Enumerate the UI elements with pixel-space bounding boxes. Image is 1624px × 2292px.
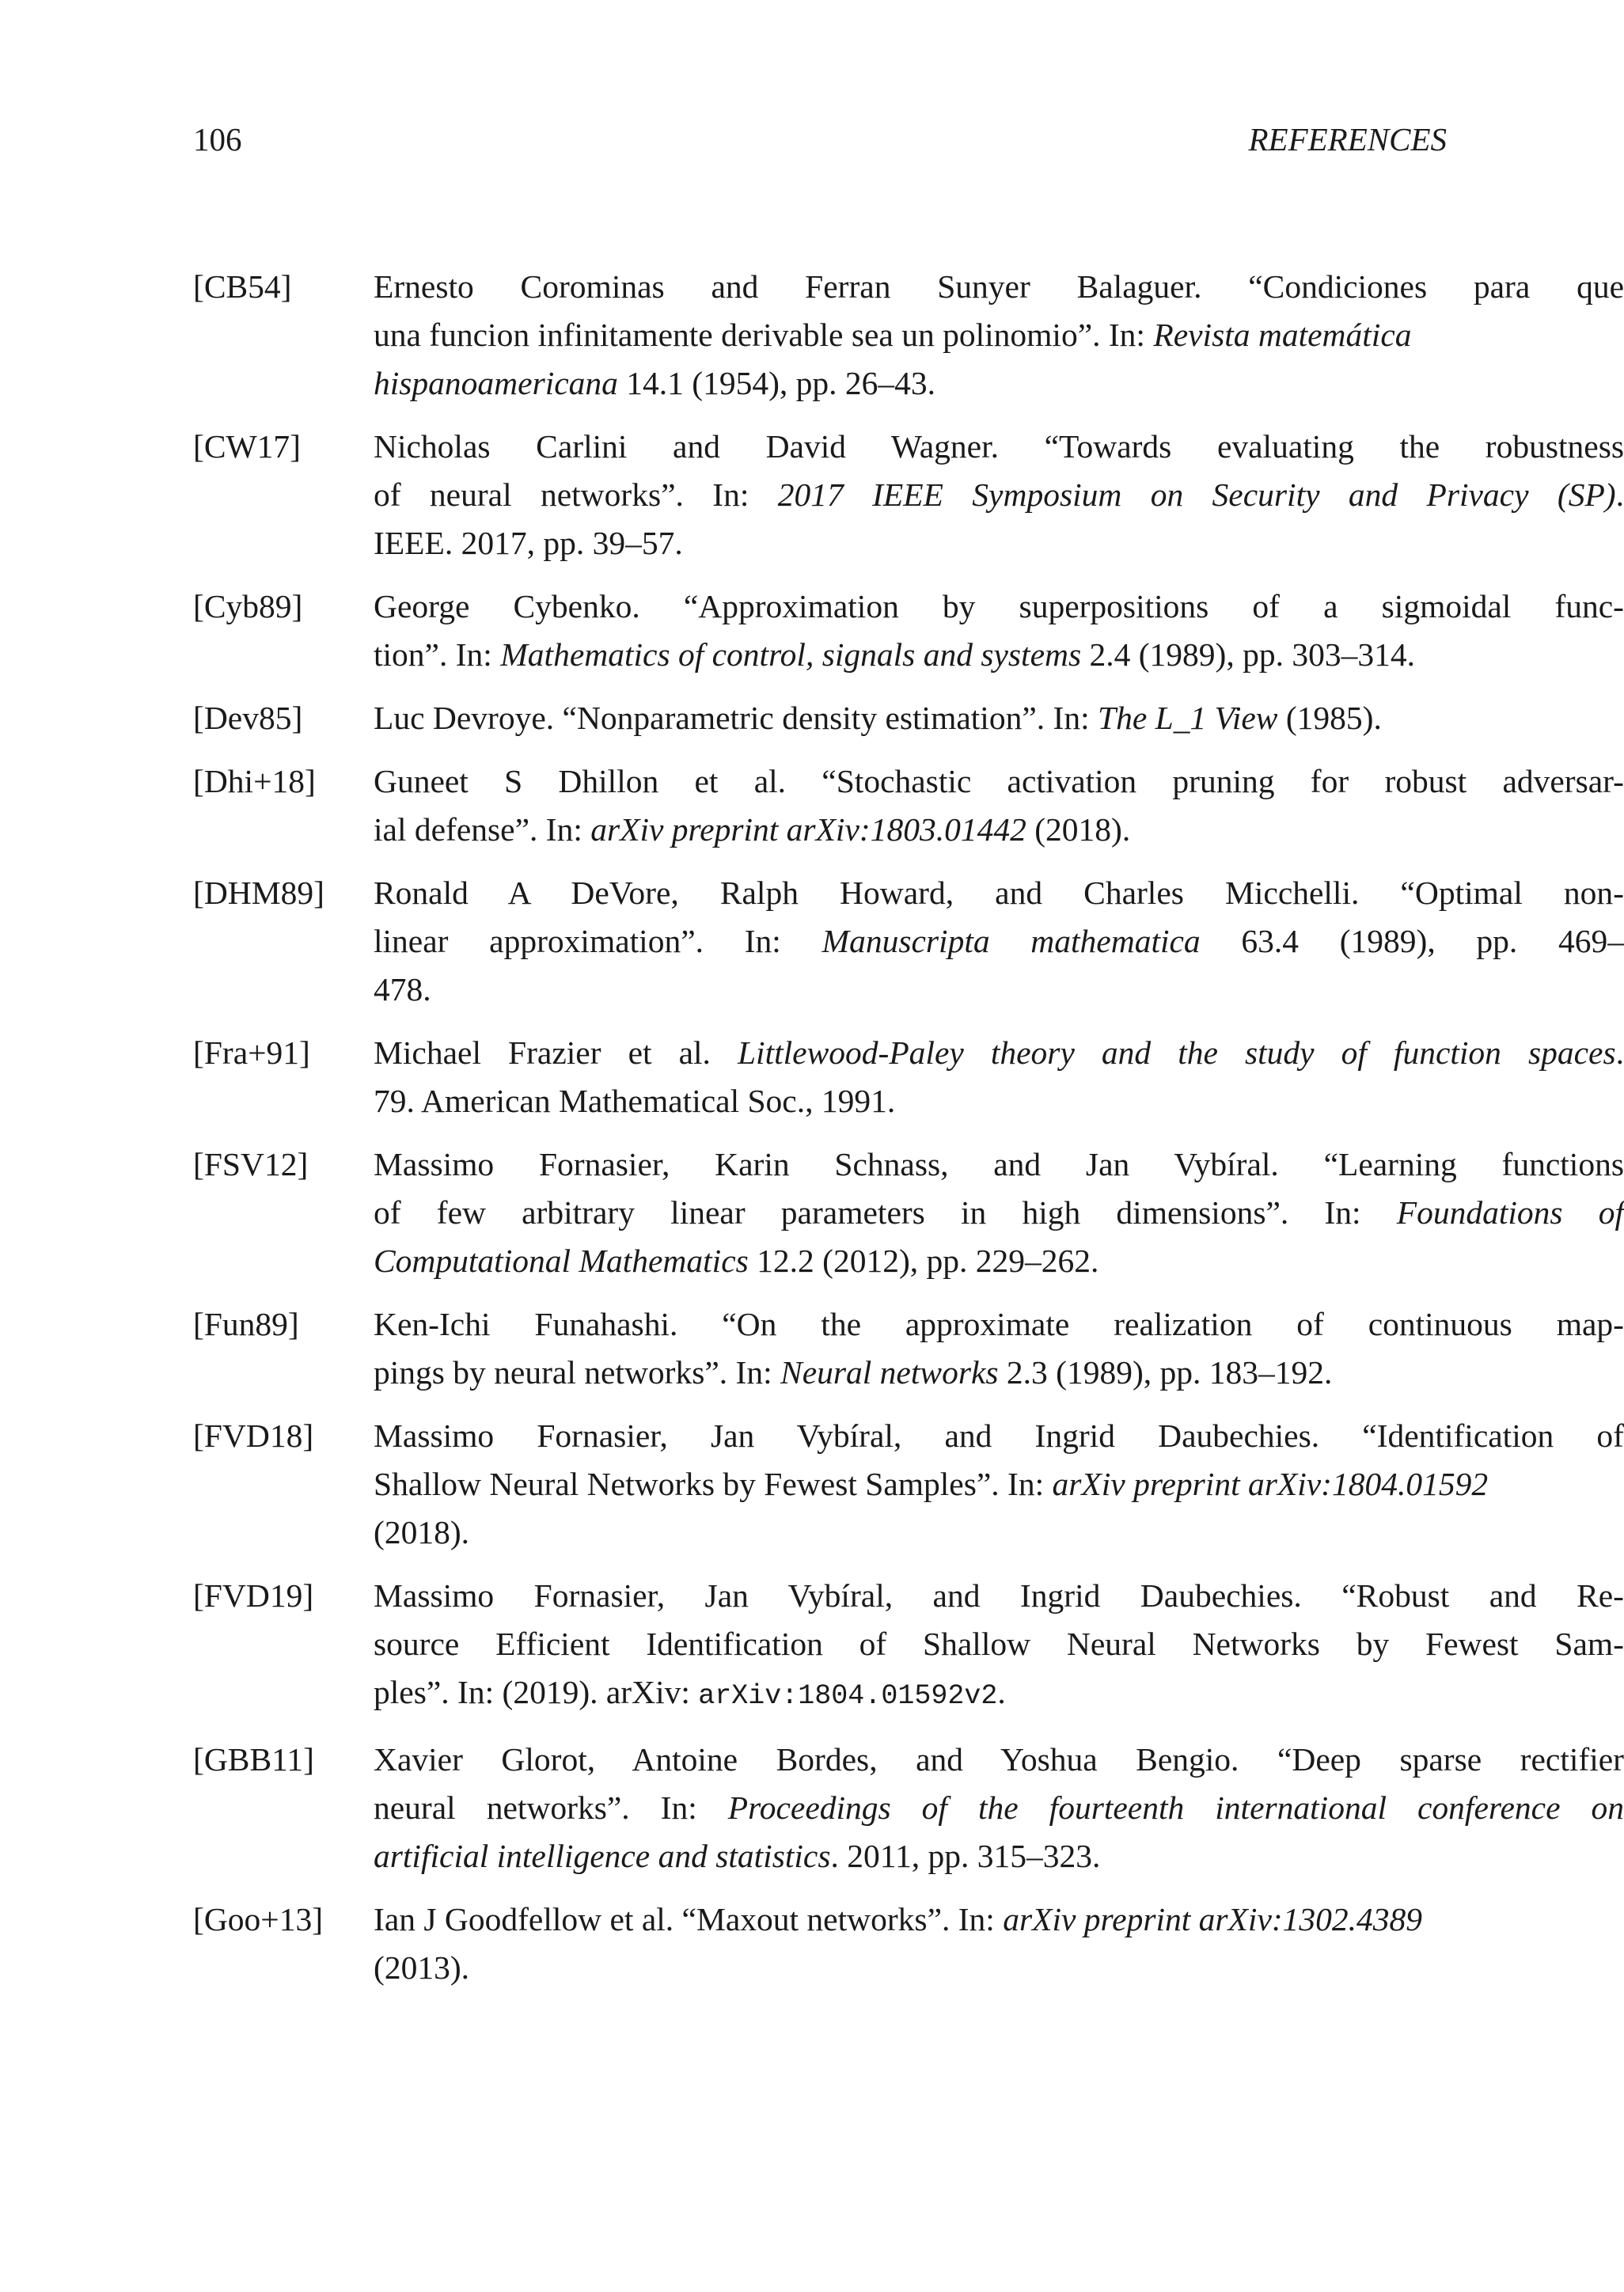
reference-line — [374, 1736, 1624, 1784]
text-segment: Massimo Fornasier, Karin Schnass, and Jan Vybíral. “Learning functions — [374, 1146, 1624, 1182]
reference-text — [374, 1895, 1624, 1992]
reference-line — [374, 1944, 1624, 1992]
text-segment: of neural networks”. In: — [374, 476, 778, 513]
reference-text — [374, 694, 1624, 742]
reference-text — [374, 1029, 1624, 1125]
page-header — [193, 120, 1447, 168]
text-segment: . 2011, pp. 315–323. — [830, 1838, 1101, 1874]
text-segment: (2013). — [374, 1949, 470, 1986]
reference-line — [374, 1895, 1624, 1944]
text-segment: Nicholas Carlini and David Wagner. “Towards evaluating the robustness — [374, 428, 1624, 465]
reference-entry — [193, 582, 1624, 679]
text-segment: (2018). — [1026, 811, 1131, 848]
reference-key: [FSV12] — [193, 1146, 309, 1182]
reference-entry — [193, 694, 1624, 742]
reference-key: [Dhi+18] — [193, 763, 316, 799]
text-segment: Ken-Ichi Funahashi. “On the approximate realization of continuous map- — [374, 1306, 1624, 1342]
reference-key: [DHM89] — [193, 875, 324, 911]
reference-line — [374, 806, 1624, 854]
text-segment: una funcion infinitamente derivable sea un polinomio”. In: — [374, 317, 1154, 353]
reference-entry — [193, 757, 1624, 854]
reference-entry — [193, 1300, 1624, 1397]
reference-line — [374, 869, 1624, 917]
italic-text: artificial intelligence and statistics — [374, 1838, 831, 1874]
text-segment: 12.2 (2012), pp. 229–262. — [748, 1243, 1099, 1279]
reference-line — [374, 1237, 1624, 1285]
reference-line — [374, 311, 1624, 359]
reference-line — [374, 1349, 1624, 1397]
reference-text — [374, 582, 1624, 679]
reference-line — [374, 694, 1624, 742]
italic-text: Mathematics of control, signals and systems — [500, 636, 1082, 673]
reference-text — [374, 1140, 1624, 1285]
reference-text — [374, 1412, 1624, 1557]
text-segment: 2.4 (1989), pp. 303–314. — [1081, 636, 1415, 673]
italic-text: Foundations of — [1396, 1194, 1624, 1231]
text-segment: IEEE. 2017, pp. 39–57. — [374, 525, 683, 561]
text-segment: tion”. In: — [374, 636, 501, 673]
text-segment: of few arbitrary linear parameters in high dimensions”. In: — [374, 1194, 1397, 1231]
reference-entry — [193, 1572, 1624, 1721]
text-segment: . — [1615, 476, 1624, 513]
reference-entry — [193, 1029, 1624, 1125]
reference-key: [Cyb89] — [193, 588, 303, 624]
text-segment: pings by neural networks”. In: — [374, 1354, 781, 1391]
reference-line — [374, 423, 1624, 471]
reference-line — [374, 966, 1624, 1014]
reference-key: [Fra+91] — [193, 1034, 310, 1071]
reference-text — [374, 423, 1624, 567]
reference-line — [374, 471, 1624, 519]
italic-text: Neural networks — [780, 1354, 999, 1391]
text-segment: . — [1615, 1034, 1624, 1071]
page-number: 106 — [193, 121, 242, 157]
reference-line — [374, 1832, 1624, 1880]
text-segment: linear approximation”. In: — [374, 923, 822, 959]
italic-text: Manuscripta mathematica — [821, 923, 1201, 959]
reference-line — [374, 1300, 1624, 1349]
italic-text: 2017 IEEE Symposium on Security and Privacy (SP) — [777, 476, 1616, 513]
text-segment: Massimo Fornasier, Jan Vybíral, and Ingrid Daubechies. “Identification of — [374, 1417, 1624, 1454]
reference-line — [374, 359, 1624, 408]
text-segment: George Cybenko. “Approximation by superpositions of a sigmoidal func- — [374, 588, 1624, 624]
reference-entry — [193, 1895, 1624, 1992]
reference-line — [374, 757, 1624, 806]
reference-text — [374, 1736, 1624, 1880]
text-segment: ples”. In: (2019). arXiv: — [374, 1674, 699, 1710]
reference-line — [374, 631, 1624, 679]
italic-text: The L_1 View — [1098, 700, 1278, 736]
reference-line — [374, 1460, 1624, 1508]
reference-entry — [193, 423, 1624, 567]
reference-key: [CW17] — [193, 428, 301, 465]
text-segment: 2.3 (1989), pp. 183–192. — [998, 1354, 1333, 1391]
reference-text — [374, 869, 1624, 1014]
reference-line — [374, 1668, 1624, 1721]
text-segment: Xavier Glorot, Antoine Bordes, and Yoshua Bengio. “Deep sparse rectifier — [374, 1741, 1624, 1778]
reference-line — [374, 519, 1624, 567]
italic-text: Computational Mathematics — [374, 1243, 749, 1279]
reference-line — [374, 1784, 1624, 1832]
reference-line — [374, 1620, 1624, 1668]
reference-line — [374, 1572, 1624, 1620]
reference-key: [Dev85] — [193, 700, 303, 736]
reference-entry — [193, 1412, 1624, 1557]
italic-text: Littlewood-Paley theory and the study of function spaces — [737, 1034, 1616, 1071]
reference-key: [Fun89] — [193, 1306, 299, 1342]
text-segment: Michael Frazier et al. — [374, 1034, 738, 1071]
text-segment: 14.1 (1954), pp. 26–43. — [617, 365, 936, 401]
text-segment: Shallow Neural Networks by Fewest Samples”. In: — [374, 1466, 1053, 1502]
running-head: REFERENCES — [1248, 121, 1447, 157]
reference-key: [FVD18] — [193, 1417, 314, 1454]
reference-text — [374, 263, 1624, 408]
reference-entry — [193, 1736, 1624, 1880]
reference-key: [Goo+13] — [193, 1901, 324, 1937]
reference-key: [FVD19] — [193, 1577, 314, 1614]
reference-entry — [193, 1140, 1624, 1285]
reference-line — [374, 582, 1624, 631]
reference-line — [374, 1077, 1624, 1125]
text-segment: Massimo Fornasier, Jan Vybíral, and Ingrid Daubechies. “Robust and Re- — [374, 1577, 1624, 1614]
text-segment: 79. American Mathematical Soc., 1991. — [374, 1083, 896, 1119]
text-segment: neural networks”. In: — [374, 1789, 728, 1826]
reference-line — [374, 1412, 1624, 1460]
text-segment: Luc Devroye. “Nonparametric density estimation”. In: — [374, 700, 1098, 736]
reference-line — [374, 1189, 1624, 1237]
text-segment: Ronald A DeVore, Ralph Howard, and Charles Micchelli. “Optimal non- — [374, 875, 1624, 911]
text-segment: 63.4 (1989), pp. 469– — [1200, 923, 1624, 959]
italic-text: arXiv preprint arXiv:1804.01592 — [1052, 1466, 1489, 1502]
text-segment: (2018). — [374, 1514, 470, 1550]
reference-text — [374, 1572, 1624, 1721]
reference-line — [374, 1029, 1624, 1077]
reference-entry — [193, 263, 1624, 408]
italic-text: Proceedings of the fourteenth international conference on — [727, 1789, 1624, 1826]
text-segment: Guneet S Dhillon et al. “Stochastic activation pruning for robust adversar- — [374, 763, 1624, 799]
monospace-text: arXiv:1804.01592v2 — [698, 1680, 998, 1712]
reference-key: [CB54] — [193, 268, 292, 305]
reference-text — [374, 1300, 1624, 1397]
italic-text: Revista matemática — [1153, 317, 1412, 353]
reference-line — [374, 263, 1624, 311]
italic-text: hispanoamericana — [374, 365, 618, 401]
text-segment: Ian J Goodfellow et al. “Maxout networks”. In: — [374, 1901, 1004, 1937]
text-segment: (1985). — [1277, 700, 1382, 736]
reference-line — [374, 1508, 1624, 1557]
italic-text: arXiv preprint arXiv:1803.01442 — [590, 811, 1026, 848]
reference-line — [374, 1140, 1624, 1189]
reference-entry — [193, 869, 1624, 1014]
text-segment: . — [997, 1674, 1006, 1710]
italic-text: arXiv preprint arXiv:1302.4389 — [1003, 1901, 1423, 1937]
text-segment: source Efficient Identification of Shallow Neural Networks by Fewest Sam- — [374, 1626, 1624, 1662]
text-segment: Ernesto Corominas and Ferran Sunyer Balaguer. “Condiciones para que — [374, 268, 1624, 305]
reference-list — [193, 263, 1624, 2007]
reference-line — [374, 917, 1624, 966]
text-segment: ial defense”. In: — [374, 811, 591, 848]
reference-key: [GBB11] — [193, 1741, 314, 1778]
text-segment: 478. — [374, 971, 431, 1007]
reference-text — [374, 757, 1624, 854]
